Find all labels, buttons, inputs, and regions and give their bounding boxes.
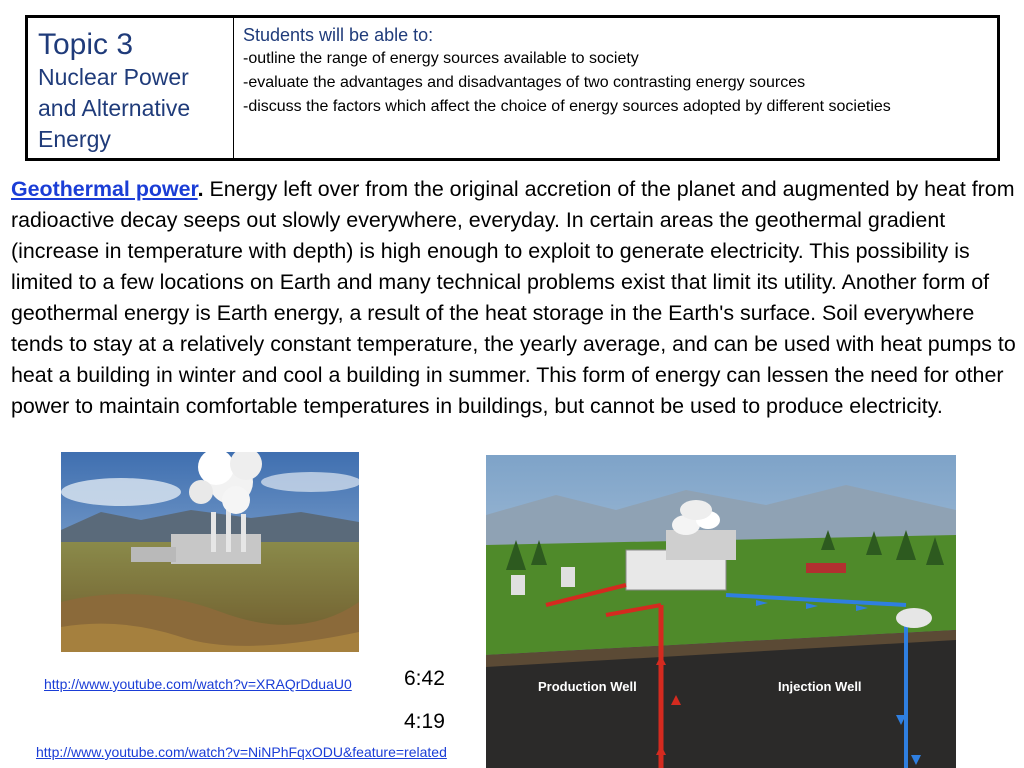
video-link-2[interactable]: http://www.youtube.com/watch?v=NiNPhFqxODU&feature=related (36, 744, 447, 760)
geothermal-plant-photo (61, 452, 359, 652)
objective-item: -discuss the factors which affect the choice of energy sources adopted by different societies (243, 98, 891, 115)
video-link-1[interactable]: http://www.youtube.com/watch?v=XRAQrDduaU0 (44, 676, 352, 692)
topic-subtitle: Nuclear Power and Alternative Energy (38, 64, 191, 152)
well-diagram-illustration (486, 455, 956, 768)
topic-title: Topic 3 (38, 28, 134, 61)
production-well-label: Production Well (538, 679, 637, 694)
video-duration-2: 4:19 (404, 710, 445, 733)
injection-well-label: Injection Well (778, 679, 862, 694)
topic-header-table (25, 15, 1000, 161)
body-paragraph (11, 174, 1021, 422)
geothermal-well-diagram (486, 455, 956, 768)
objective-item: -outline the range of energy sources available to society (243, 50, 639, 67)
geothermal-power-link[interactable]: Geothermal power (11, 177, 198, 201)
term-period: . (197, 177, 204, 201)
paragraph-text: Energy left over from the original accretion of the planet and augmented by heat from radioactive decay seeps out slowly everywhere, everyday. In certain areas the geothermal gradient (increase in temperature with depth) is high enough to exploit to generate electricity. This possibility is limited to a few locations on Earth and many technical problems exist that limit its utility. Another form of geothermal energy is Earth energy, a result of the heat storage in the Earth's surface. Soil everywhere tends to stay at a relatively constant temperature, the yearly average, and can be used with heat pumps to heat a building in winter and cool a building in summer. This form of energy can lessen the need for other power to maintain comfortable temperatures in buildings, but cannot be used to produce electricity. (11, 177, 1016, 418)
objectives-heading: Students will be able to: (243, 25, 434, 45)
topic-cell (28, 18, 234, 158)
objective-item: -evaluate the advantages and disadvantages of two contrasting energy sources (243, 74, 806, 91)
geothermal-plant-illustration (61, 452, 359, 652)
video-duration-1: 6:42 (404, 667, 445, 690)
objectives-cell (234, 18, 997, 158)
